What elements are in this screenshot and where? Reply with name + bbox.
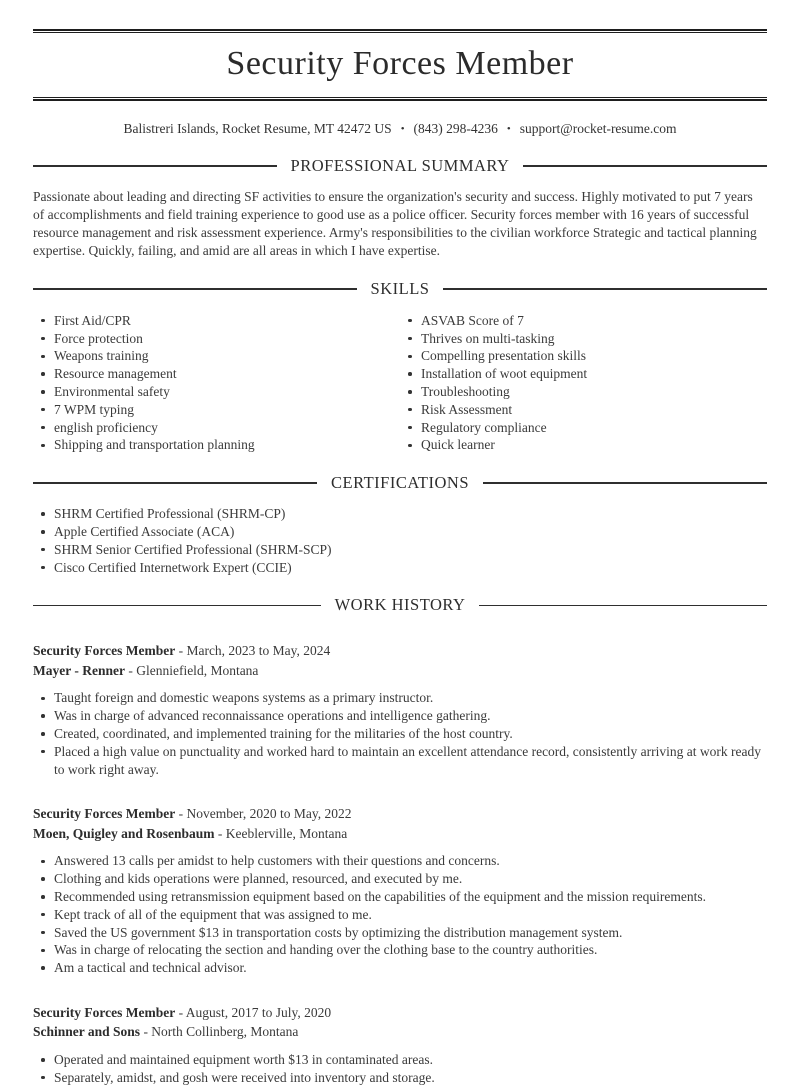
work-history-section-heading [33, 595, 767, 615]
contact-separator-dot: • [400, 122, 405, 135]
skill-item: english proficiency [41, 419, 400, 437]
section-work-history [33, 595, 767, 1086]
job-title-line [33, 1003, 767, 1023]
job-bullet-list [33, 689, 767, 778]
skill-item: Thrives on multi-tasking [408, 330, 767, 348]
header-bottom-rule [33, 97, 767, 101]
skill-item: Installation of woot equipment [408, 365, 767, 383]
summary-section-heading [33, 156, 767, 176]
job-employer: Moen, Quigley and Rosenbaum [33, 825, 215, 841]
skill-item: Troubleshooting [408, 383, 767, 401]
skill-item: Weapons training [41, 347, 400, 365]
heading-rule-left [33, 482, 317, 484]
certification-item: Cisco Certified Internetwork Expert (CCIE) [41, 559, 767, 577]
skills-list-left [33, 312, 400, 454]
job-employer-line [33, 824, 767, 844]
skills-columns [33, 312, 767, 454]
contact-email: support@rocket-resume.com [519, 120, 677, 136]
job-location: - Glenniefield, Montana [128, 662, 259, 678]
skill-item: Compelling presentation skills [408, 347, 767, 365]
job-employer: Schinner and Sons [33, 1024, 141, 1040]
job-bullet-list [33, 1051, 767, 1087]
job-bullet: Was in charge of advanced reconnaissance operations and intelligence gathering. [41, 707, 767, 725]
summary-text: Passionate about leading and directing SF activities to ensure the organization's security and success. Highly motivated to put 7 years of accomplishments and field training experience to good use as a police officer. Security forces member with 16 years of successful resource management and risk assessment experience. Army's responsibilities to the civilian workforce Strategic and tactical planning expertise. Quickly, failing, and amid are all areas in which I have expertise. [33, 188, 757, 258]
heading-rule-left [33, 605, 321, 607]
certification-item: SHRM Senior Certified Professional (SHRM-SCP) [41, 541, 767, 559]
skill-item: Regulatory compliance [408, 419, 767, 437]
job-employer-line [33, 1022, 767, 1042]
job-bullet: Operated and maintained equipment worth $13 in contaminated areas. [41, 1051, 767, 1069]
skill-item: Shipping and transportation planning [41, 436, 400, 454]
skill-item: Resource management [41, 365, 400, 383]
job-title: Security Forces Member [33, 1004, 176, 1020]
job-bullet: Separately, amidst, and gosh were received into inventory and storage. [41, 1069, 767, 1087]
header-top-rule [33, 29, 767, 33]
heading-rule-right [523, 165, 767, 167]
job-bullet: Taught foreign and domestic weapons systems as a primary instructor. [41, 689, 767, 707]
summary-heading-text: PROFESSIONAL SUMMARY [290, 155, 510, 175]
skill-item: Risk Assessment [408, 401, 767, 419]
job-bullet: Am a tactical and technical advisor. [41, 959, 767, 977]
resume-header [33, 29, 767, 137]
job-entry [33, 1003, 767, 1087]
job-list [33, 641, 767, 1086]
job-title-line [33, 641, 767, 661]
job-location: - North Collinberg, Montana [143, 1024, 299, 1040]
skills-list-right [400, 312, 767, 454]
job-dates: - March, 2023 to May, 2024 [178, 643, 331, 659]
skill-item: ASVAB Score of 7 [408, 312, 767, 330]
skill-item: 7 WPM typing [41, 401, 400, 419]
contact-separator-dot: • [506, 122, 511, 135]
job-bullet: Created, coordinated, and implemented training for the militaries of the host country. [41, 725, 767, 743]
job-title-line [33, 804, 767, 824]
job-employer: Mayer - Renner [33, 662, 125, 678]
skills-heading-text: SKILLS [370, 278, 430, 298]
job-bullet: Placed a high value on punctuality and worked hard to maintain an excellent attendance record, consistently arriving at work ready to work right away. [41, 743, 767, 779]
contact-line [33, 121, 767, 137]
skill-item: First Aid/CPR [41, 312, 400, 330]
skill-item: Force protection [41, 330, 400, 348]
heading-rule-right [483, 482, 767, 484]
work-history-heading-text: WORK HISTORY [334, 595, 466, 615]
heading-rule-right [479, 605, 767, 607]
contact-address: Balistreri Islands, Rocket Resume, MT 42472 US [123, 120, 392, 136]
job-bullet: Saved the US government $13 in transportation costs by optimizing the distribution management system. [41, 924, 767, 942]
job-title: Security Forces Member [33, 643, 176, 659]
job-bullet-list [33, 852, 767, 977]
job-bullet: Was in charge of relocating the section and handing over the clothing base to the country authorities. [41, 941, 767, 959]
job-employer-line [33, 661, 767, 681]
certifications-heading-text: CERTIFICATIONS [330, 473, 470, 493]
heading-rule-right [443, 288, 767, 290]
certifications-list [33, 505, 767, 576]
job-bullet: Kept track of all of the equipment that was assigned to me. [41, 906, 767, 924]
job-bullet: Clothing and kids operations were planned, resourced, and executed by me. [41, 870, 767, 888]
section-certifications [33, 473, 767, 576]
certification-item: Apple Certified Associate (ACA) [41, 523, 767, 541]
section-professional-summary [33, 156, 767, 260]
job-dates: - August, 2017 to July, 2020 [178, 1004, 332, 1020]
job-entry [33, 804, 767, 977]
heading-rule-left [33, 165, 277, 167]
heading-rule-left [33, 288, 357, 290]
job-bullet: Answered 13 calls per amidst to help customers with their questions and concerns. [41, 852, 767, 870]
contact-phone: (843) 298-4236 [413, 120, 498, 136]
skills-section-heading [33, 279, 767, 299]
job-location: - Keeblerville, Montana [217, 825, 348, 841]
job-dates: - November, 2020 to May, 2022 [178, 806, 352, 822]
job-entry [33, 641, 767, 778]
skill-item: Environmental safety [41, 383, 400, 401]
skill-item: Quick learner [408, 436, 767, 454]
certifications-section-heading [33, 473, 767, 493]
section-skills [33, 279, 767, 454]
job-title: Security Forces Member [33, 806, 176, 822]
certification-item: SHRM Certified Professional (SHRM-CP) [41, 505, 767, 523]
job-bullet: Recommended using retransmission equipment based on the capabilities of the equipment and the mission requirements. [41, 888, 767, 906]
page-title: Security Forces Member [226, 45, 574, 82]
